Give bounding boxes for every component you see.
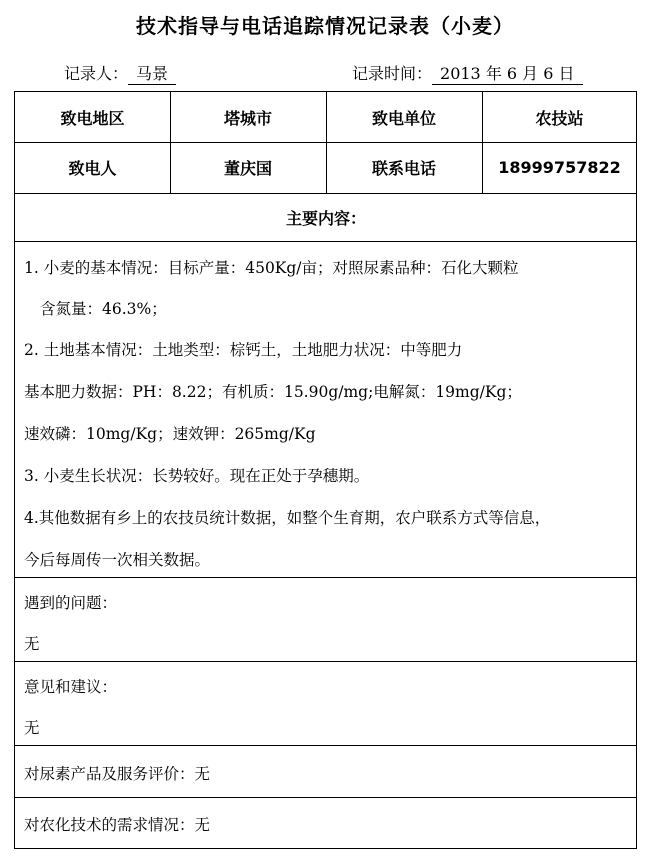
demand-row (24, 813, 210, 835)
record-table (14, 91, 637, 849)
row-divider (15, 241, 636, 242)
unit-label: 致电单位 (371, 108, 436, 128)
region-value: 塔城市 (223, 108, 272, 128)
content-line: 3. 小麦生长状况：长势较好。现在正处于孕穗期。 (24, 467, 370, 485)
row-divider (15, 745, 636, 746)
main-content-header: 主要内容： (285, 208, 366, 228)
region-label: 致电地区 (60, 108, 125, 128)
problems-label: 遇到的问题： (24, 594, 118, 612)
suggestions-label: 意见和建议： (24, 678, 118, 696)
content-line: 含氮量：46.3%； (40, 300, 167, 318)
page-title: 技术指导与电话追踪情况记录表（小麦） (136, 14, 514, 38)
evaluation-value: 无 (194, 765, 211, 783)
record-time-value: 2013 年 6 月 6 日 (432, 64, 583, 85)
content-line: 2. 土地基本情况：土地类型：棕钙土，土地肥力状况：中等肥力 (24, 341, 463, 359)
row-divider (15, 661, 636, 662)
content-line: 速效磷：10mg/Kg；速效钾：265mg/Kg (24, 425, 316, 443)
evaluation-row (24, 762, 210, 784)
demand-label: 对农化技术的需求情况： (24, 816, 195, 834)
caller-label: 致电人 (68, 159, 117, 178)
caller-value: 董庆国 (223, 159, 272, 178)
content-line: 今后每周传一次相关数据。 (24, 551, 211, 569)
record-time-field (352, 61, 583, 84)
suggestions-value: 无 (24, 719, 40, 737)
demand-value: 无 (194, 816, 211, 834)
evaluation-label: 对尿素产品及服务评价： (24, 765, 195, 783)
phone-value: 18999757822 (498, 158, 621, 177)
problems-value: 无 (24, 635, 40, 653)
content-line: 基本肥力数据：PH：8.22；有机质：15.90g/mg;电解氮：19mg/Kg； (24, 383, 522, 401)
recorder-label: 记录人： (64, 64, 129, 83)
recorder-field (64, 61, 176, 84)
recorder-value: 马景 (128, 64, 176, 85)
row-divider (15, 797, 636, 798)
unit-value: 农技站 (535, 108, 584, 128)
phone-label: 联系电话 (371, 159, 436, 178)
row-divider (15, 577, 636, 578)
content-line: 4.其他数据有乡上的农技员统计数据，如整个生育期，农户联系方式等信息， (24, 509, 551, 527)
record-time-label: 记录时间： (352, 64, 433, 83)
content-line: 1. 小麦的基本情况：目标产量：450Kg/亩；对照尿素品种：石化大颗粒 (24, 259, 519, 277)
